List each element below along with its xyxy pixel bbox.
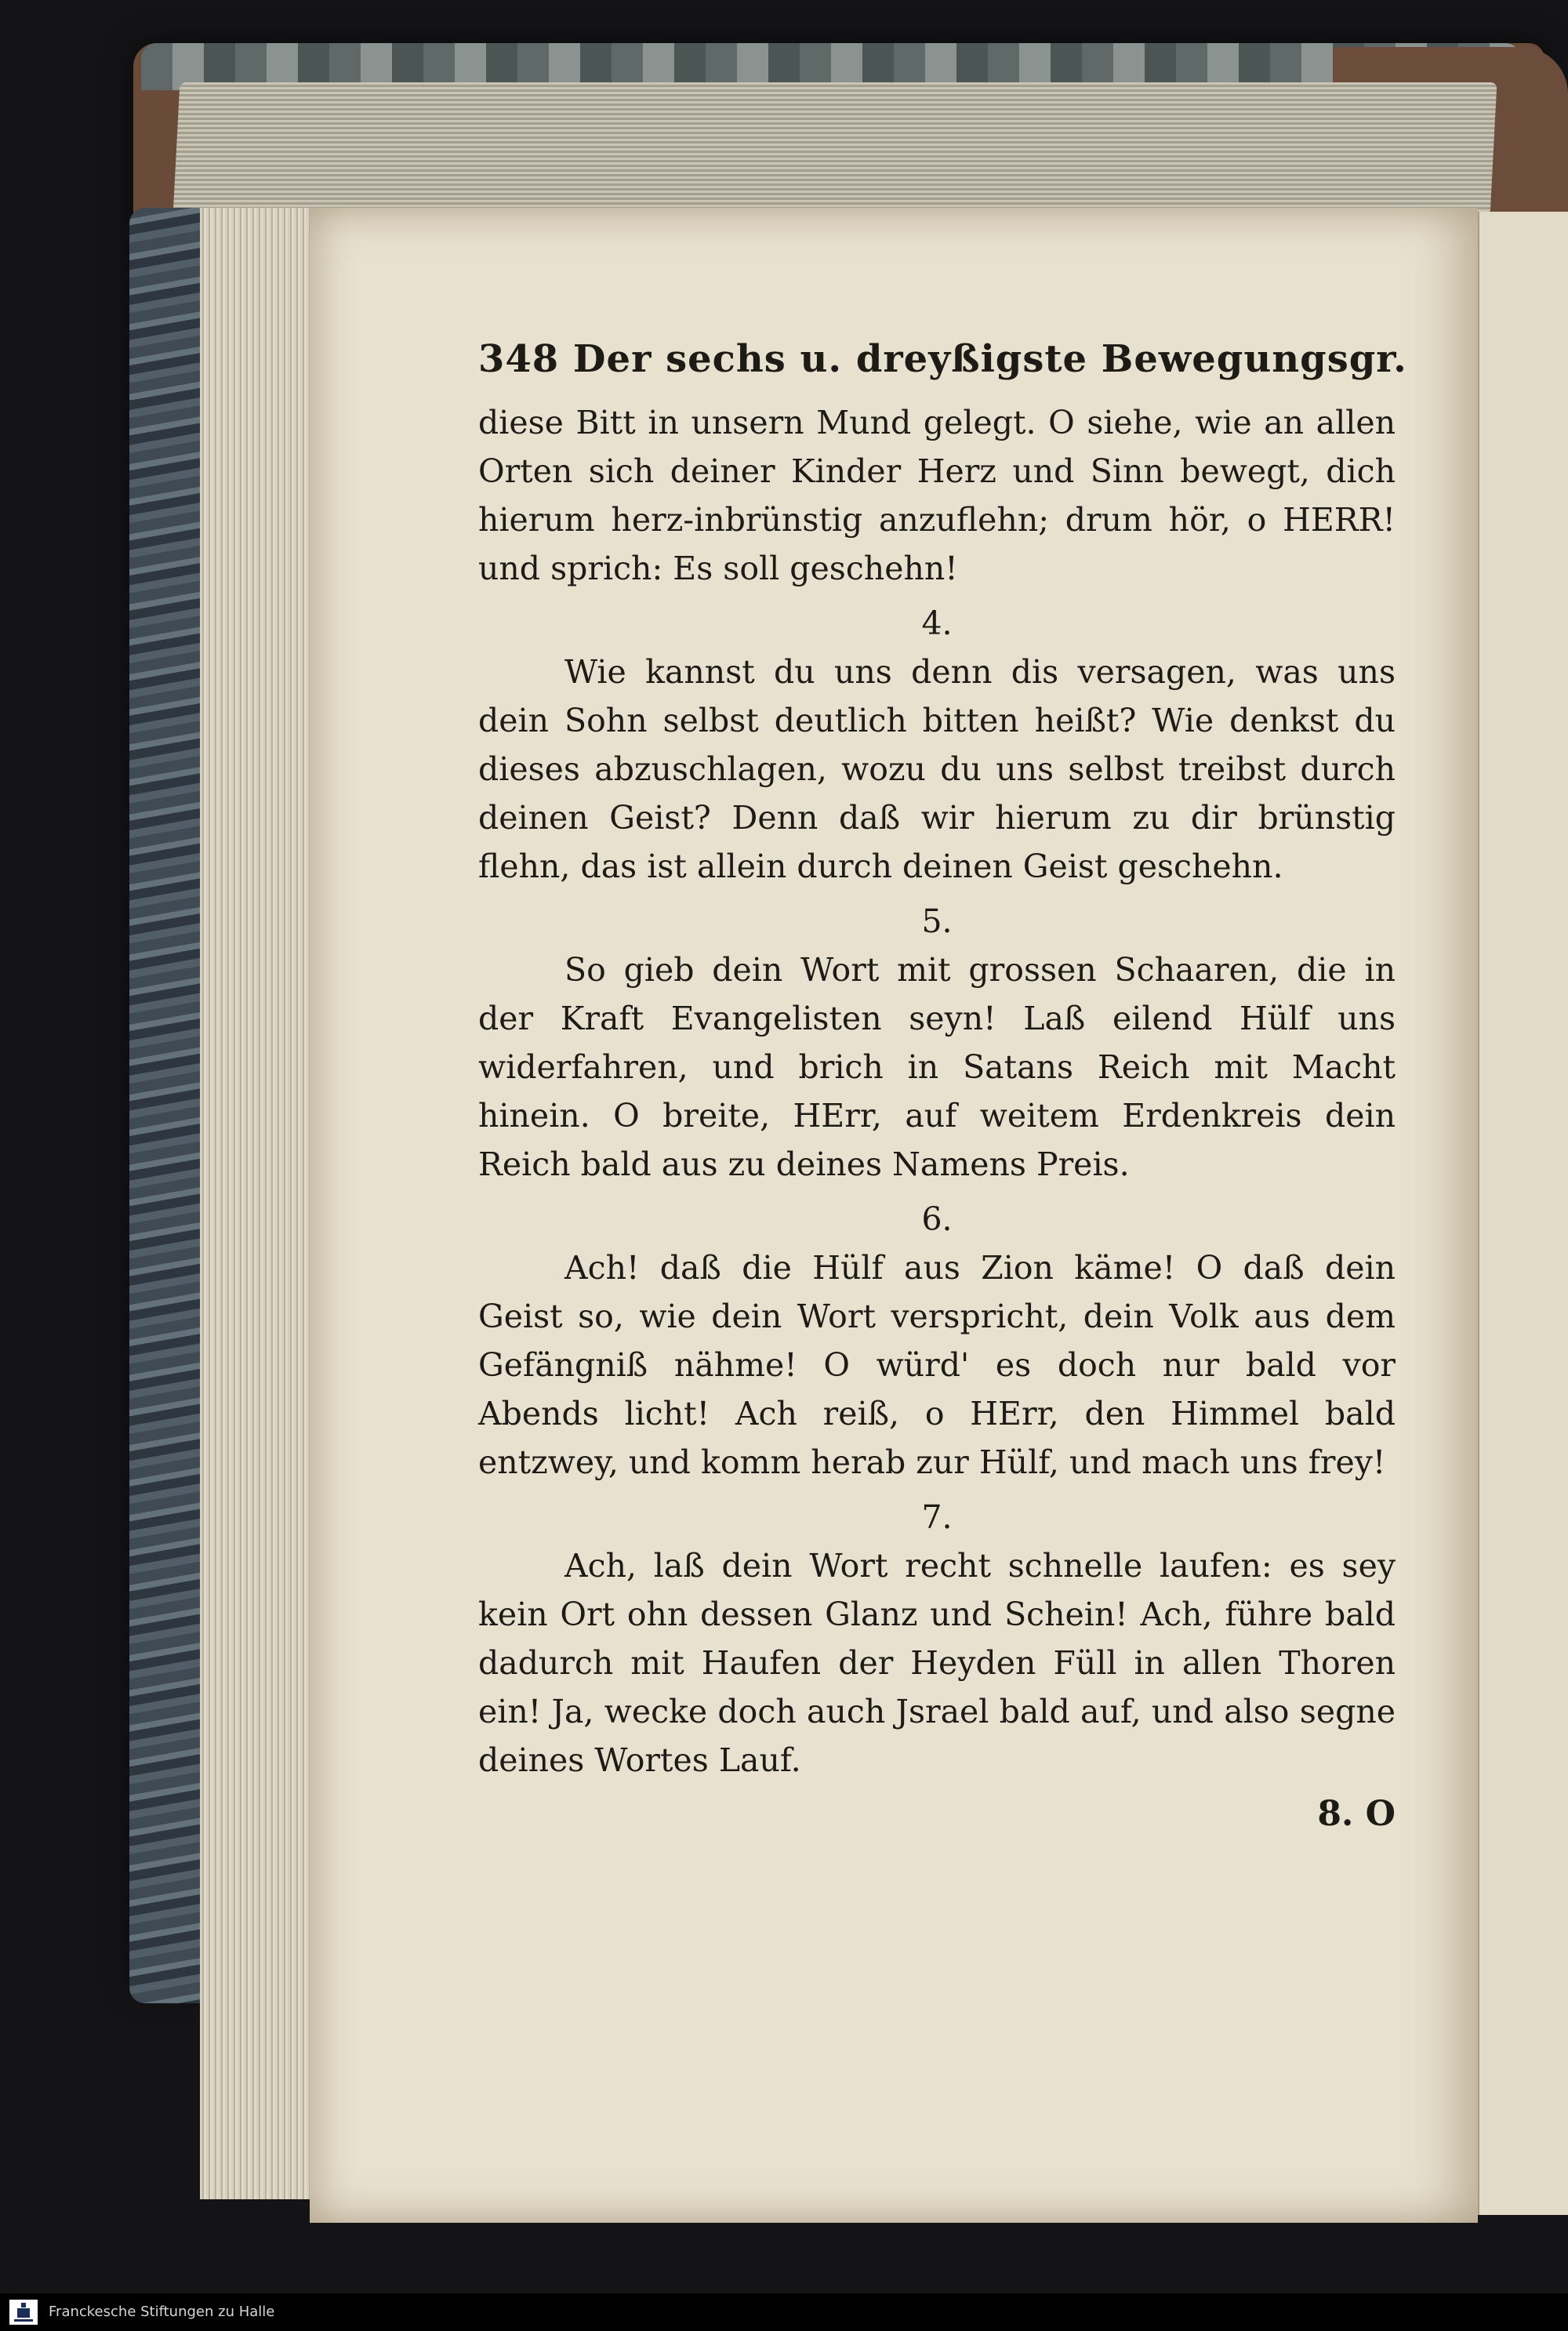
page-stack-left (200, 208, 318, 2199)
stanza-text: Wie kannst du uns denn dis versagen, was uns dein Sohn selbst deutlich bitten heißt? Wie denkst du dieses abzuschlagen, wozu du uns selbst treibst durch deinen Geist? Denn daß wir hierum zu dir brünstig flehn, das ist allein durch deinen Geist geschehn. (478, 653, 1396, 885)
stanza-number: 6. (921, 1200, 953, 1238)
book-spine (129, 208, 200, 2003)
stanza-number: 5. (921, 902, 953, 940)
stanza-text: Ach! daß die Hülf aus Zion käme! O daß dein Geist so, wie dein Wort verspricht, dein Volk aus dem Gefängniß nähme! O würd' es doch nur bald vor Abends licht! Ach reiß, o HErr, den Himmel bald entzwey, und komm herab zur Hülf, und mach uns frey! (478, 1249, 1396, 1481)
catchword-row (478, 1785, 1396, 1839)
footer-bar (0, 2293, 1568, 2331)
stanza-text: diese Bitt in unsern Mund gelegt. O siehe, wie an allen Orten sich deiner Kinder Herz und Sinn bewegt, dich hierum herz-inbrünstig anzuflehn; drum hör, o HERR! und sprich: Es soll geschehn! (478, 404, 1396, 587)
stanza-6 (478, 1195, 1396, 1487)
stanza-number: 7. (921, 1498, 953, 1536)
stanza-text: Ach, laß dein Wort recht schnelle laufen: es sey kein Ort ohn dessen Glanz und Schein! Ach, führe bald dadurch mit Haufen der Heyden Füll in allen Thoren ein! Ja, wecke doch auch Jsrael bald auf, und also segne deines Wortes Lauf. (478, 1547, 1396, 1779)
stanza-7 (478, 1493, 1396, 1785)
facing-page (1470, 212, 1568, 2215)
stanza-continued (478, 398, 1396, 593)
stanza-number: 4. (921, 605, 953, 642)
page-edges-top (173, 82, 1497, 216)
footer-label: Franckesche Stiftungen zu Halle (49, 2304, 275, 2320)
stanza-text: So gieb dein Wort mit grossen Schaaren, die in der Kraft Evangelisten seyn! Laß eilend Hülf uns widerfahren, und brich in Satans Reich mit Macht hinein. O breite, HErr, auf weitem Erdenkreis dein Reich bald aus zu deines Namens Preis. (478, 951, 1396, 1183)
stanza-5 (478, 897, 1396, 1189)
catchword: 8. O (1317, 1794, 1396, 1834)
institution-logo-icon (9, 2300, 38, 2325)
page-text (478, 337, 1407, 1839)
running-head: 348 Der sechs u. dreyßigste Bewegungsgr. (478, 337, 1407, 381)
stanza-4 (478, 599, 1396, 891)
